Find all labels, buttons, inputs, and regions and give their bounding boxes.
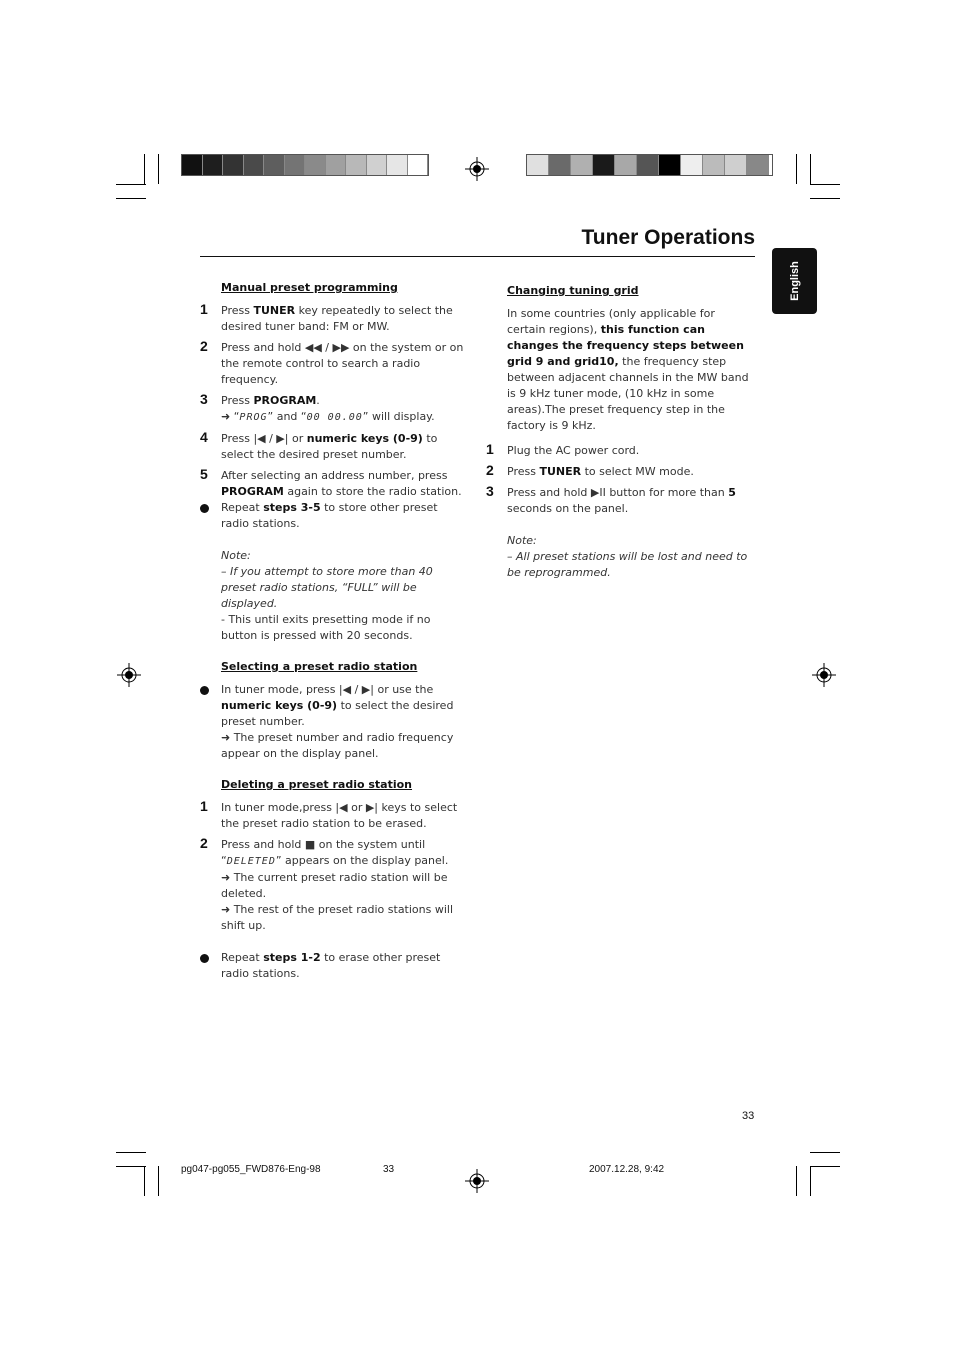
bullet-text: to erase other preset radio stations. (221, 951, 441, 980)
bullet-item (221, 682, 467, 762)
note-label: Note: (507, 534, 537, 547)
step-item (200, 391, 467, 426)
step-text: to select the desired preset number. (221, 432, 438, 461)
step-text: Press |◀ / ▶| or (221, 432, 307, 445)
language-tab (772, 248, 817, 314)
step-item (200, 429, 467, 463)
step-text: Press (221, 304, 254, 317)
intro-paragraph (507, 306, 755, 434)
color-swatch (549, 155, 571, 175)
step-number: 1 (486, 441, 494, 457)
color-swatch (703, 155, 725, 175)
color-swatch (659, 155, 681, 175)
crop-mark (158, 1166, 159, 1196)
step-number: 1 (200, 301, 208, 317)
step-number: 1 (200, 798, 208, 814)
note-text: – If you attempt to store more than 40 preset radio stations, “FULL” will be displayed. (221, 565, 433, 610)
step-key: PROGRAM (253, 394, 317, 407)
right-column (486, 283, 755, 581)
crop-mark (810, 1166, 840, 1167)
bullet-key: steps 1-2 (263, 951, 321, 964)
color-swatch (527, 155, 549, 175)
step-text: Press and hold ◀◀ / ▶▶ on the system or on the remote control to search a radio frequency. (221, 341, 464, 386)
color-swatch (615, 155, 637, 175)
color-swatch (367, 155, 388, 175)
crop-mark (116, 198, 146, 199)
lcd-text: 00 00.00 (306, 412, 363, 423)
step-key: TUNER (539, 465, 582, 478)
step-item (200, 338, 467, 388)
color-swatch (387, 155, 408, 175)
color-swatch (637, 155, 659, 175)
step-key: TUNER (253, 304, 296, 317)
step-text: Press and hold ▶II button for more than (507, 486, 729, 499)
note-label: Note: (221, 549, 251, 562)
title-underline (200, 256, 755, 257)
color-calibration-bar-left (181, 154, 429, 176)
step-number: 3 (200, 391, 208, 407)
registration-mark-icon (117, 663, 141, 687)
crop-mark (116, 1152, 146, 1153)
step-number: 4 (200, 429, 208, 445)
color-swatch (182, 155, 203, 175)
bullet-text: to select the desired preset number. (221, 699, 454, 728)
bullet-icon (200, 686, 209, 695)
step-number: 2 (486, 462, 494, 478)
registration-mark-icon (465, 1169, 489, 1193)
step-item (200, 301, 467, 335)
step-key: 5 (728, 486, 736, 499)
color-swatch (571, 155, 593, 175)
color-swatch (244, 155, 265, 175)
intro-emphasis: this function can changes the frequency steps between grid 9 and grid10, (507, 323, 744, 368)
page-title: Tuner Operations (581, 226, 755, 249)
crop-mark (158, 154, 159, 184)
step-item (200, 835, 467, 934)
color-swatch (305, 155, 326, 175)
step-text: Plug the AC power cord. (507, 444, 640, 457)
step-item (486, 441, 755, 459)
color-swatch (747, 155, 769, 175)
section-heading-manual-preset: Manual preset programming (221, 281, 398, 294)
lcd-text: PROG (239, 412, 268, 423)
step-text: Press (221, 394, 254, 407)
bullet-text: Repeat (221, 951, 264, 964)
crop-mark (810, 184, 840, 185)
step-item (486, 462, 755, 480)
bullet-item (221, 950, 467, 982)
bullet-icon (200, 504, 209, 513)
color-swatch (593, 155, 615, 175)
step-text: to select MW mode. (581, 465, 694, 478)
color-swatch (725, 155, 747, 175)
bullet-key: numeric keys (0-9) (221, 699, 338, 712)
crop-mark (810, 198, 840, 199)
crop-mark (810, 154, 811, 184)
color-swatch (681, 155, 703, 175)
step-text: ” and “ (267, 410, 307, 423)
color-swatch (223, 155, 244, 175)
color-swatch (203, 155, 224, 175)
arrow-text: ➜ The current preset radio station will be deleted. (221, 871, 448, 900)
step-item (486, 483, 755, 517)
lcd-text: DELETED (226, 856, 276, 867)
step-text: Press (507, 465, 540, 478)
section-heading-tuning-grid: Changing tuning grid (507, 284, 639, 297)
step-text: In tuner mode,press |◀ or ▶| keys to select the preset radio station to be erased. (221, 801, 458, 830)
crop-mark (796, 1166, 797, 1196)
step-text: Press and hold ■ on the system until “ (221, 838, 426, 867)
bullet-key: steps 3-5 (263, 501, 321, 514)
section-heading-selecting-preset: Selecting a preset radio station (221, 660, 418, 673)
arrow-text: ➜ “ (221, 410, 240, 423)
step-text: ” appears on the display panel. (275, 854, 449, 867)
color-swatch (264, 155, 285, 175)
note-text: - This until exits presetting mode if no button is pressed with 20 seconds. (221, 613, 431, 642)
bullet-text: In tuner mode, press |◀ / ▶| or use the (221, 683, 434, 696)
crop-mark (810, 1152, 840, 1153)
step-text: again to store the radio station. (283, 485, 462, 498)
crop-mark (796, 154, 797, 184)
footer-date: 2007.12.28, 9:42 (589, 1164, 665, 1175)
step-text: . (316, 394, 320, 407)
color-calibration-bar-right (526, 154, 773, 176)
color-swatch (285, 155, 306, 175)
color-swatch (326, 155, 347, 175)
step-key: PROGRAM (221, 485, 284, 498)
step-number: 2 (200, 338, 208, 354)
bullet-text: to store other preset radio stations. (221, 501, 438, 530)
crop-mark (116, 184, 146, 185)
step-text: ” will display. (362, 410, 435, 423)
arrow-text: ➜ The preset number and radio frequency appear on the display panel. (221, 731, 454, 760)
footer-filename: pg047-pg055_FWD876-Eng-98 (181, 1164, 321, 1175)
section-heading-deleting-preset: Deleting a preset radio station (221, 778, 413, 791)
arrow-text: ➜ The rest of the preset radio stations will shift up. (221, 903, 454, 932)
bullet-item (221, 500, 467, 532)
step-number: 5 (200, 466, 208, 482)
crop-mark (144, 1166, 145, 1196)
step-number: 2 (200, 835, 208, 851)
language-tab-label: English (788, 261, 801, 301)
bullet-text: Repeat (221, 501, 264, 514)
registration-mark-icon (812, 663, 836, 687)
step-text: seconds on the panel. (507, 502, 629, 515)
footer-page: 33 (383, 1164, 395, 1175)
step-text: key repeatedly to select the desired tuner band: FM or MW. (221, 304, 453, 333)
registration-mark-icon (465, 157, 489, 181)
left-column (200, 280, 467, 982)
note-text: – All preset stations will be lost and need to be reprogrammed. (507, 550, 748, 579)
intro-text: the frequency step between adjacent channels in the MW band is 9 kHz tuner mode, (10 kHz in some areas).The preset frequency step in the factory is 9 kHz. (507, 355, 749, 432)
crop-mark (810, 1166, 811, 1196)
step-number: 3 (486, 483, 494, 499)
step-item (200, 466, 467, 500)
crop-mark (144, 154, 145, 184)
intro-text: In some countries (only applicable for certain regions), (507, 307, 715, 336)
bullet-icon (200, 954, 209, 963)
crop-mark (116, 1166, 146, 1167)
color-swatch (408, 155, 429, 175)
step-item (200, 798, 467, 832)
page-number: 33 (742, 1110, 755, 1122)
step-text: After selecting an address number, press (221, 469, 448, 482)
color-swatch (346, 155, 367, 175)
step-key: numeric keys (0-9) (306, 432, 423, 445)
